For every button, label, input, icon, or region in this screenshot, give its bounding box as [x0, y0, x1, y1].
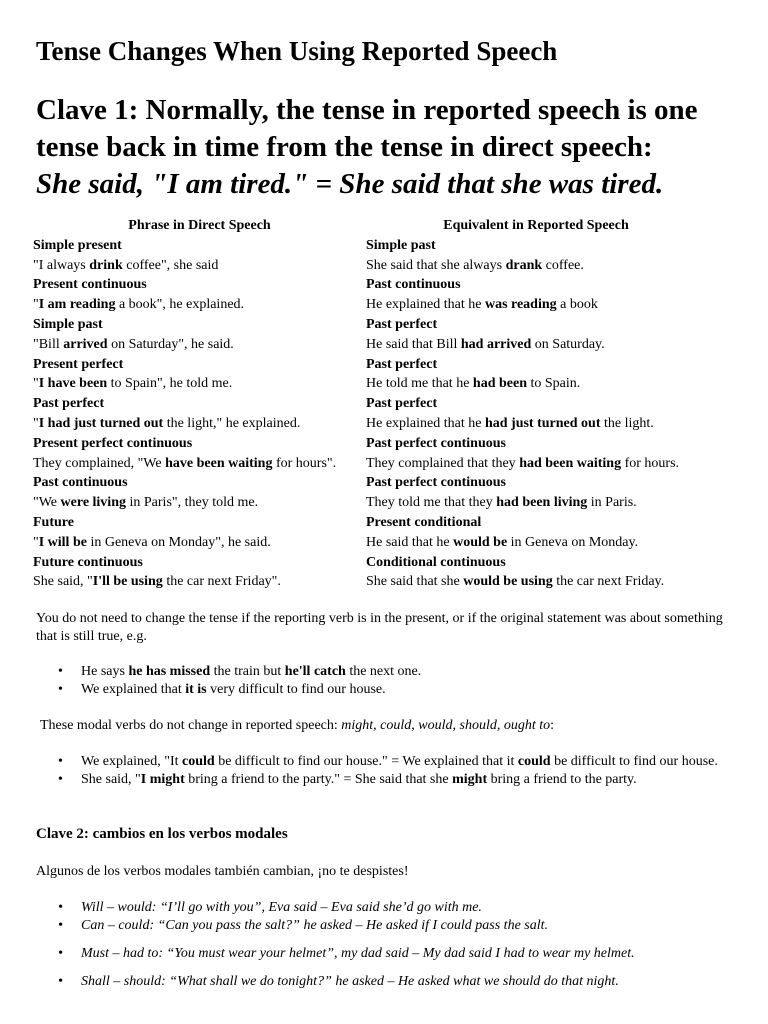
- example-segment: had arrived: [460, 336, 532, 352]
- modal-note-text: These modal verbs do not change in reported speech:: [40, 718, 342, 733]
- table-row-example: [33, 374, 706, 394]
- table-row-label: [33, 513, 706, 533]
- tense-label: Simple present: [33, 237, 122, 253]
- list-item: [36, 753, 736, 771]
- reported-example: [366, 374, 706, 394]
- direct-example: [33, 454, 366, 474]
- example-segment: "I always: [33, 257, 90, 273]
- clave2-intro: Algunos de los verbos modales también cambian, ¡no te despistes!: [36, 864, 409, 879]
- bullet-segment: the next one.: [345, 664, 422, 679]
- bullet-segment: We explained that: [81, 682, 186, 697]
- example-segment: a book: [556, 297, 598, 313]
- page-title: Tense Changes When Using Reported Speech: [36, 36, 558, 66]
- tense-label: Present perfect continuous: [33, 435, 193, 451]
- tense-label: Past perfect continuous: [366, 475, 506, 491]
- bullet-segment: bring a friend to the party." = She said that she: [184, 772, 453, 787]
- example-segment: I had just turned out: [38, 415, 164, 431]
- clave1-block: [36, 92, 756, 203]
- reported-example: [366, 454, 706, 474]
- clave2-heading: Clave 2: cambios en los verbos modales: [36, 826, 288, 842]
- example-segment: for hours.: [621, 455, 680, 471]
- example-segment: ": [33, 376, 39, 392]
- modal-change-item: • Must – had to: “You must wear your helmet”, my dad said – My dad said I had to wear my helmet.: [36, 945, 736, 963]
- example-segment: She said, ": [33, 574, 93, 590]
- example-segment: arrived: [63, 336, 108, 352]
- col-header-direct: Phrase in Direct Speech: [128, 218, 271, 233]
- reported-example: [366, 572, 706, 592]
- modal-change-item: • Shall – should: “What shall we do tonight?” he asked – He asked what we should do that night.: [36, 973, 736, 991]
- example-segment: They complained that they: [366, 455, 520, 471]
- example-segment: He explained that he: [366, 297, 485, 313]
- bullet-segment: very difficult to find our house.: [206, 682, 386, 697]
- bullet-segment: he has missed: [128, 664, 211, 679]
- direct-example: [33, 572, 366, 592]
- example-segment: the light.: [600, 415, 654, 431]
- tense-label: Simple past: [366, 237, 436, 253]
- tense-label: Past perfect: [366, 396, 438, 412]
- modal-change-item: • Will – would: “I’ll go with you”, Eva said – Eva said she’d go with me.: [36, 899, 736, 917]
- example-segment: on Saturday", he said.: [107, 336, 234, 352]
- list-item: [36, 681, 736, 699]
- table-row-label: [33, 236, 706, 256]
- example-segment: They told me that they: [366, 495, 497, 511]
- table-row-label: [33, 275, 706, 295]
- example-segment: I will be: [38, 534, 87, 550]
- example-segment: had been: [472, 376, 527, 392]
- direct-example: [33, 533, 366, 553]
- example-segment: ": [33, 297, 39, 313]
- example-segment: I am reading: [38, 297, 116, 313]
- example-segment: the car next Friday.: [552, 574, 665, 590]
- tense-label: Past continuous: [366, 277, 461, 293]
- table-row-example: [33, 256, 706, 276]
- bullet-segment: He says: [81, 664, 129, 679]
- example-segment: have been waiting: [165, 455, 273, 471]
- table-row-label: [33, 315, 706, 335]
- tense-label: Past perfect: [33, 396, 105, 412]
- example-segment: He said that he: [366, 534, 454, 550]
- bullet-list-3: [36, 899, 736, 991]
- example-segment: would be: [453, 534, 508, 550]
- tense-label: Present conditional: [366, 514, 482, 530]
- tense-label: Conditional continuous: [366, 554, 506, 570]
- example-segment: had been living: [496, 495, 588, 511]
- example-segment: the car next Friday".: [162, 574, 281, 590]
- example-segment: ": [33, 534, 39, 550]
- reported-example: [366, 335, 706, 355]
- tense-label: Past perfect continuous: [366, 435, 506, 451]
- example-segment: He told me that he: [366, 376, 473, 392]
- example-segment: for hours".: [272, 455, 337, 471]
- table-row-example: [33, 533, 706, 553]
- table-row-example: [33, 295, 706, 315]
- table-row-example: [33, 572, 706, 592]
- bullet-segment: could: [182, 754, 215, 769]
- example-segment: ": [33, 415, 39, 431]
- example-segment: in Geneva on Monday", he said.: [86, 534, 271, 550]
- reported-example: [366, 295, 706, 315]
- bullet-segment: I might: [140, 772, 185, 787]
- table-row-label: [33, 553, 706, 573]
- bullet-segment: might: [452, 772, 488, 787]
- modal-note-verbs: might, could, would, should, ought to: [341, 718, 551, 733]
- tense-table: [33, 216, 706, 592]
- example-segment: in Paris", they told me.: [126, 495, 259, 511]
- direct-example: [33, 256, 366, 276]
- modal-note-end: :: [550, 718, 555, 733]
- direct-example: [33, 414, 366, 434]
- bullet-segment: it is: [185, 682, 207, 697]
- table-row-example: [33, 414, 706, 434]
- bullet-list-1: [36, 663, 736, 699]
- tense-label: Past perfect: [366, 356, 438, 372]
- tense-label: Past continuous: [33, 475, 128, 491]
- bullet-segment: the train but: [210, 664, 285, 679]
- example-segment: on Saturday.: [531, 336, 605, 352]
- table-row-example: [33, 335, 706, 355]
- example-segment: had been waiting: [519, 455, 622, 471]
- clave1-example: She said, "I am tired." = She said that she was tired.: [36, 168, 664, 200]
- example-segment: in Paris.: [587, 495, 637, 511]
- tense-label: Present perfect: [33, 356, 124, 372]
- direct-example: [33, 295, 366, 315]
- example-segment: to Spain.: [527, 376, 581, 392]
- note-paragraph: You do not need to change the tense if the reporting verb is in the present, or if the original statement was about something that is still true, e.g.: [36, 611, 723, 644]
- example-segment: She said that she: [366, 574, 464, 590]
- bullet-segment: be difficult to find our house." = We explained that it: [214, 754, 518, 769]
- col-header-reported: Equivalent in Reported Speech: [443, 218, 629, 233]
- example-segment: drink: [89, 257, 123, 273]
- example-segment: drank: [505, 257, 543, 273]
- tense-label: Simple past: [33, 316, 103, 332]
- reported-example: [366, 256, 706, 276]
- reported-example: [366, 493, 706, 513]
- bullet-list-2: [36, 753, 736, 789]
- example-segment: I'll be using: [92, 574, 163, 590]
- example-segment: coffee", she said: [122, 257, 219, 273]
- reported-example: [366, 533, 706, 553]
- example-segment: I have been: [38, 376, 108, 392]
- example-segment: would be using: [463, 574, 553, 590]
- example-segment: were living: [60, 495, 126, 511]
- example-segment: She said that she always: [366, 257, 506, 273]
- example-segment: "Bill: [33, 336, 64, 352]
- example-segment: He said that Bill: [366, 336, 461, 352]
- bullet-segment: could: [517, 754, 551, 769]
- table-row-label: [33, 394, 706, 414]
- modal-change-item: • Can – could: “Can you pass the salt?” he asked – He asked if I could pass the salt.: [36, 917, 736, 935]
- example-segment: in Geneva on Monday.: [507, 534, 639, 550]
- table-row-example: [33, 454, 706, 474]
- tense-label: Future continuous: [33, 554, 143, 570]
- example-segment: They complained, "We: [33, 455, 166, 471]
- tense-label: Past perfect: [366, 316, 438, 332]
- table-row-example: [33, 493, 706, 513]
- bullet-segment: She said, ": [81, 772, 141, 787]
- clave1-heading: Clave 1: Normally, the tense in reported speech is one tense back in time from the tense in direct speech:: [36, 94, 698, 163]
- tense-label: Present continuous: [33, 277, 147, 293]
- list-item: [36, 663, 736, 681]
- example-segment: a book", he explained.: [115, 297, 245, 313]
- bullet-segment: We explained, "It: [81, 754, 182, 769]
- direct-example: [33, 374, 366, 394]
- modal-note: [40, 717, 740, 735]
- example-segment: to Spain", he told me.: [107, 376, 233, 392]
- bullet-segment: be difficult to find our house.: [550, 754, 718, 769]
- table-row-label: [33, 355, 706, 375]
- example-segment: He explained that he: [366, 415, 485, 431]
- reported-example: [366, 414, 706, 434]
- tense-label: Future: [33, 514, 74, 530]
- bullet-segment: bring a friend to the party.: [487, 772, 637, 787]
- example-segment: "We: [33, 495, 61, 511]
- list-item: [36, 771, 736, 789]
- table-row-label: [33, 434, 706, 454]
- example-segment: had just turned out: [484, 415, 601, 431]
- table-row-label: [33, 473, 706, 493]
- direct-example: [33, 335, 366, 355]
- direct-example: [33, 493, 366, 513]
- example-segment: coffee.: [542, 257, 584, 273]
- example-segment: the light," he explained.: [163, 415, 301, 431]
- bullet-segment: he'll catch: [284, 664, 346, 679]
- example-segment: was reading: [484, 297, 557, 313]
